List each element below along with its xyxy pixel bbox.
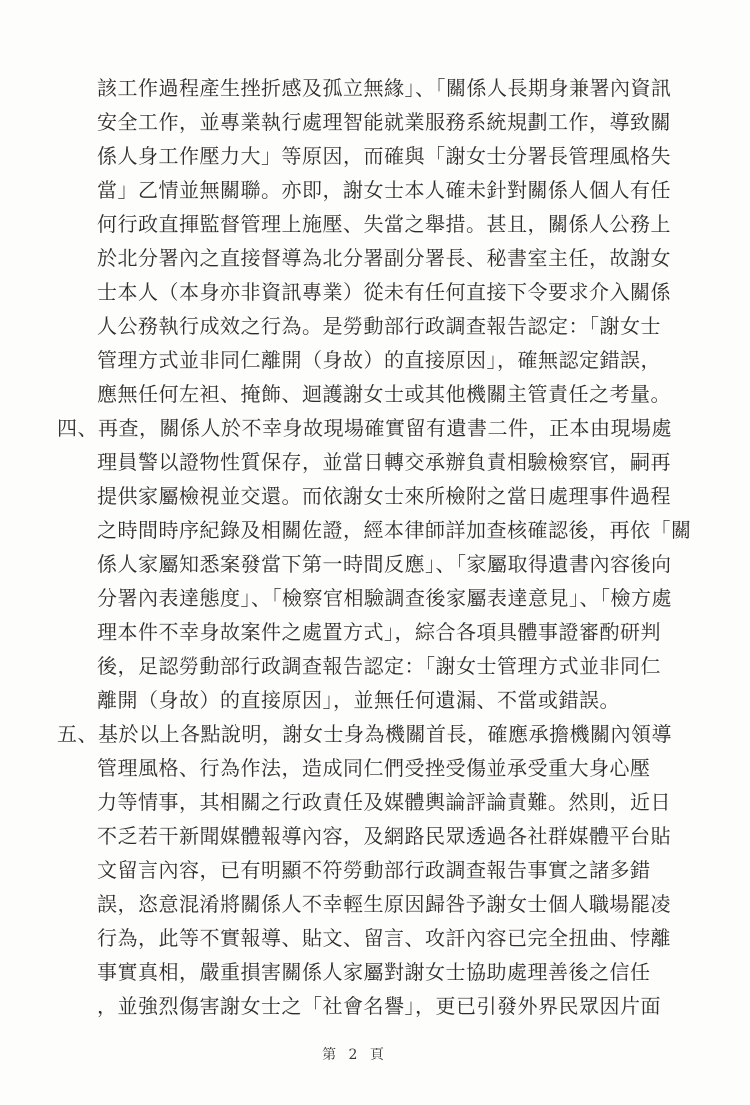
text-line: 離開（身故）的直接原因」，並無任何遺漏、不當或錯誤。 bbox=[97, 688, 620, 712]
page-number: 第 2 頁 bbox=[322, 1047, 388, 1063]
text-line: 人公務執行成效之行為。是勞動部行政調查報告認定：「謝女士 bbox=[97, 314, 661, 338]
text-line: 理員警以證物性質保存，並當日轉交承辦負責相驗檢察官，嗣再 bbox=[97, 450, 671, 474]
text-line: 安全工作，並專業執行處理智能就業服務系統規劃工作，導致關 bbox=[97, 110, 671, 134]
text-line: ，並強烈傷害謝女士之「社會名譽」，更已引發外界民眾因片面 bbox=[97, 994, 661, 1018]
text-line: 該工作過程產生挫折感及孤立無緣」、「關係人長期身兼署內資訊 bbox=[97, 76, 672, 100]
text-line: 管理方式並非同仁離開（身故）的直接原因」，確無認定錯誤， bbox=[97, 348, 661, 372]
text-line: 五、基於以上各點說明，謝女士身為機關首長，確應承擔機關內領導 bbox=[57, 722, 672, 746]
text-line: 誤，恣意混淆將關係人不幸輕生原因歸咎予謝女士個人職場罷凌 bbox=[97, 892, 671, 916]
text-line: 當」乙情並無關聯。亦即，謝女士本人確未針對關係人個人有任 bbox=[97, 178, 671, 202]
text-line: 係人身工作壓力大」等原因，而確與「謝女士分署長管理風格失 bbox=[97, 144, 671, 168]
text-line: 理本件不幸身故案件之處置方式」，綜合各項具體事證審酌研判 bbox=[97, 620, 661, 644]
document-body bbox=[57, 71, 693, 1023]
text-line: 四、再查，關係人於不幸身故現場確實留有遺書二件，正本由現場處 bbox=[57, 416, 672, 440]
text-line: 力等情事，其相關之行政責任及媒體輿論評論責難。然則，近日 bbox=[97, 790, 671, 814]
text-line: 管理風格、行為作法，造成同仁們受挫受傷並承受重大身心壓 bbox=[97, 756, 651, 780]
text-line: 於北分署內之直接督導為北分署副分署長、秘書室主任，故謝女 bbox=[97, 246, 671, 270]
text-line: 後，足認勞動部行政調查報告認定：「謝女士管理方式並非同仁 bbox=[97, 654, 661, 678]
text-line: 事實真相，嚴重損害關係人家屬對謝女士協助處理善後之信任 bbox=[97, 960, 651, 984]
text-line: 之時間時序紀錄及相關佐證，經本律師詳加查核確認後，再依「關 bbox=[97, 518, 692, 542]
text-line: 不乏若干新聞媒體報導內容，及網路民眾透過各社群媒體平台貼 bbox=[97, 824, 671, 848]
text-line: 士本人（本身亦非資訊專業）從未有任何直接下令要求介入關係 bbox=[97, 280, 671, 304]
text-line: 分署內表達態度」、「檢察官相驗調查後家屬表達意見」、「檢方處 bbox=[97, 586, 672, 610]
text-line: 應無任何左袒、掩飾、迴護謝女士或其他機關主管責任之考量。 bbox=[97, 382, 671, 406]
text-line: 係人家屬知悉案發當下第一時間反應」、「家屬取得遺書內容後向 bbox=[97, 552, 672, 576]
text-line: 行為，此等不實報導、貼文、留言、攻訐內容已完全扭曲、悖離 bbox=[97, 926, 671, 950]
text-line: 何行政直揮監督管理上施壓、失當之舉措。甚且，關係人公務上 bbox=[97, 212, 671, 236]
text-line: 文留言內容，已有明顯不符勞動部行政調查報告事實之諸多錯 bbox=[97, 858, 651, 882]
text-line: 提供家屬檢視並交還。而依謝女士來所檢附之當日處理事件過程 bbox=[97, 484, 671, 508]
